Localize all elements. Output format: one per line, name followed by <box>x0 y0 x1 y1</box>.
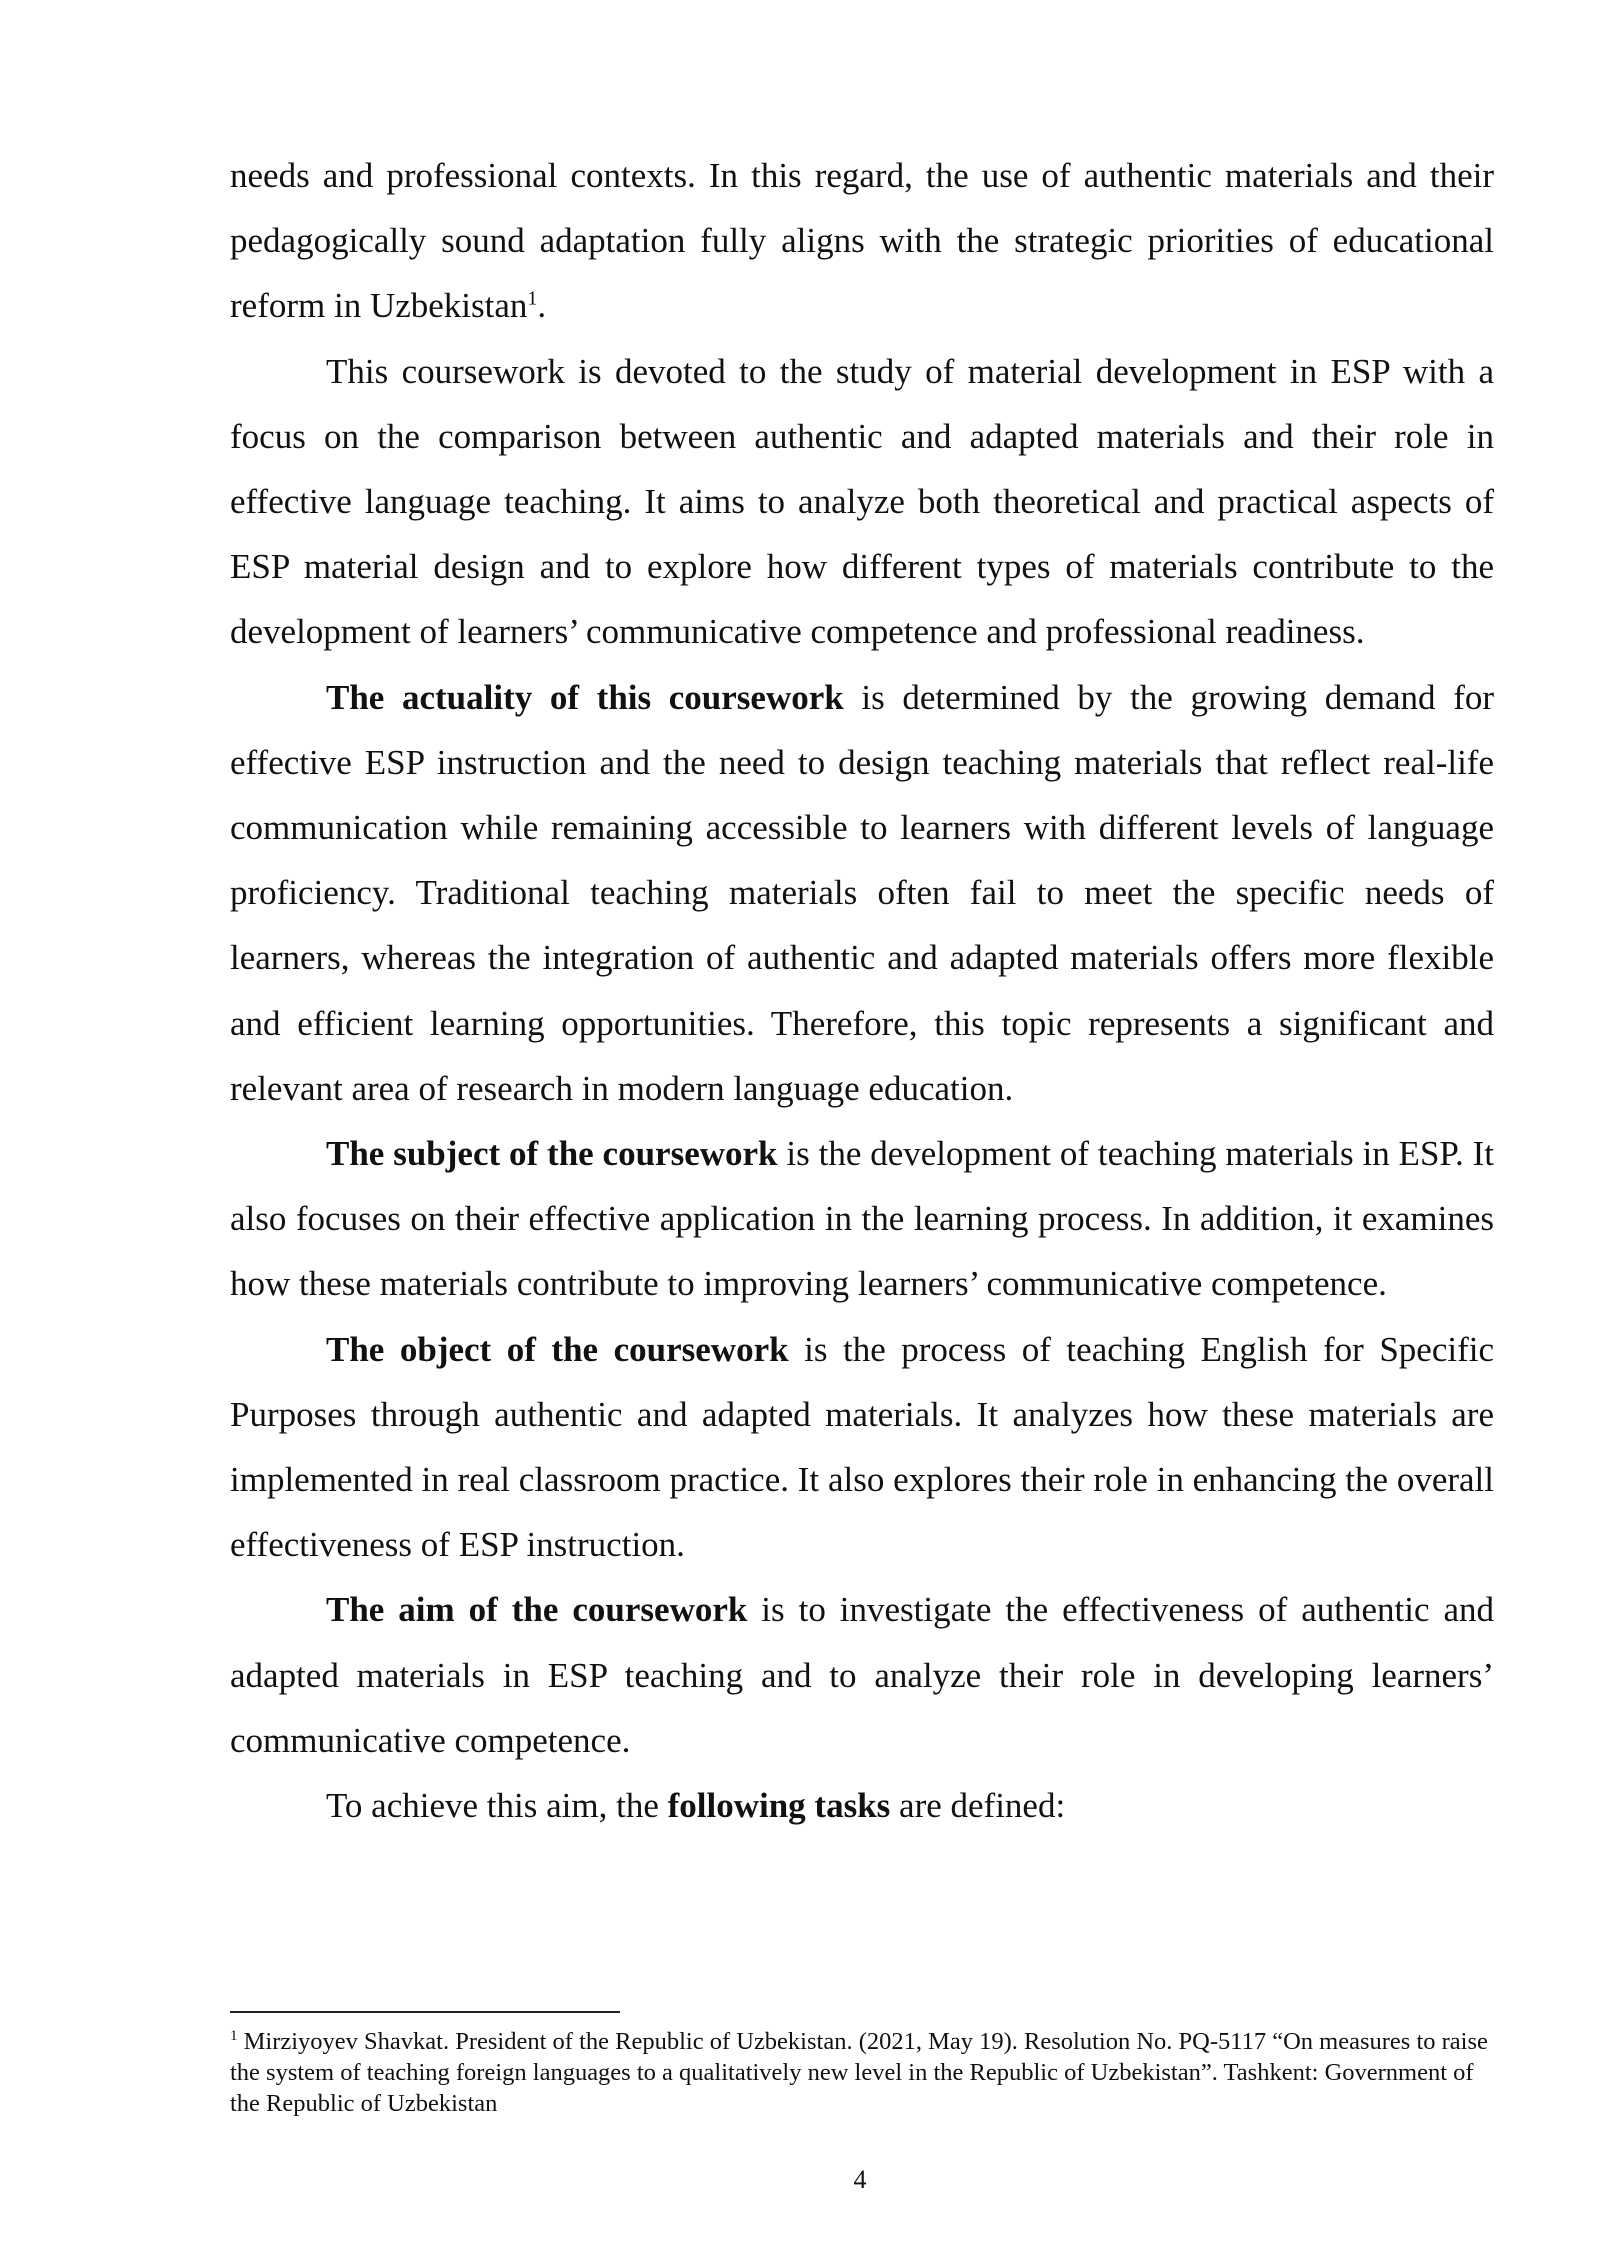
paragraph-aim <box>230 1577 1494 1773</box>
paragraph-text: is the process of teaching English for Specific Purposes through authentic and adapted materials. It analyzes how these materials are implemented in real classroom practice. It also explores their role in enhancing the overall effectiveness of ESP instruction. <box>230 1329 1494 1565</box>
paragraph-lead: The actuality of this coursework <box>326 677 844 717</box>
paragraph-text: is the development of teaching materials in ESP. It also focuses on their effective application in the learning process. In addition, it examines how these materials contribute to improving learners’ communicative competence. <box>230 1134 1494 1304</box>
paragraph-lead: The object of the coursework <box>326 1329 789 1369</box>
paragraph-subject <box>230 1121 1494 1317</box>
paragraph-actuality <box>230 665 1494 1121</box>
paragraph-text: This coursework is devoted to the study of material development in ESP with a focus on the comparison between authentic and adapted materials and their role in effective language teaching. It aims to analyze both theoretical and practical aspects of ESP material design and to explore how different types of materials contribute to the development of learners’ communicative competence and professional readiness. <box>230 351 1494 652</box>
paragraph-text: is determined by the growing demand for effective ESP instruction and the need to design teaching materials that reflect real-life communication while remaining accessible to learners with different levels of language proficiency. Traditional teaching materials often fail to meet the specific needs of learners, whereas the integration of authentic and adapted materials offers more flexible and efficient learning opportunities. Therefore, this topic represents a significant and relevant area of research in modern language education. <box>230 677 1494 1108</box>
paragraph-lead: The aim of the coursework <box>326 1590 748 1630</box>
page-number: 4 <box>853 2165 867 2194</box>
paragraph-tail: . <box>537 286 547 326</box>
paragraph-lead: The subject of the coursework <box>326 1134 778 1174</box>
footnote <box>230 2026 1494 2119</box>
paragraph-continuation <box>230 143 1494 339</box>
footnote-separator <box>230 2011 620 2013</box>
footnote-reference[interactable]: 1 <box>527 287 538 310</box>
paragraph-text: To achieve this aim, the <box>326 1786 668 1826</box>
paragraph-tail: are defined: <box>890 1786 1066 1826</box>
paragraph-text: needs and professional contexts. In this regard, the use of authentic materials and their pedagogically sound adaptation fully aligns with the strategic priorities of educational reform in Uzbekistan <box>230 156 1494 326</box>
paragraph-coursework-intro <box>230 339 1494 665</box>
footnote-text: Mirziyoyev Shavkat. President of the Republic of Uzbekistan. (2021, May 19). Resolution No. PQ-5117 “On measures to raise the system of teaching foreign languages to a qualitatively new level in the Republic of Uzbekistan”. Tashkent: Government of the Republic of Uzbekistan <box>230 2028 1488 2117</box>
body-text <box>230 145 1494 1838</box>
paragraph-tasks <box>230 1773 1494 1838</box>
paragraph-object <box>230 1317 1494 1578</box>
footnote-marker: 1 <box>230 2027 238 2044</box>
paragraph-bold: following tasks <box>667 1786 891 1826</box>
paragraph-text: is to investigate the effectiveness of authentic and adapted materials in ESP teaching and to analyze their role in developing learners’ communicative competence. <box>230 1590 1494 1760</box>
